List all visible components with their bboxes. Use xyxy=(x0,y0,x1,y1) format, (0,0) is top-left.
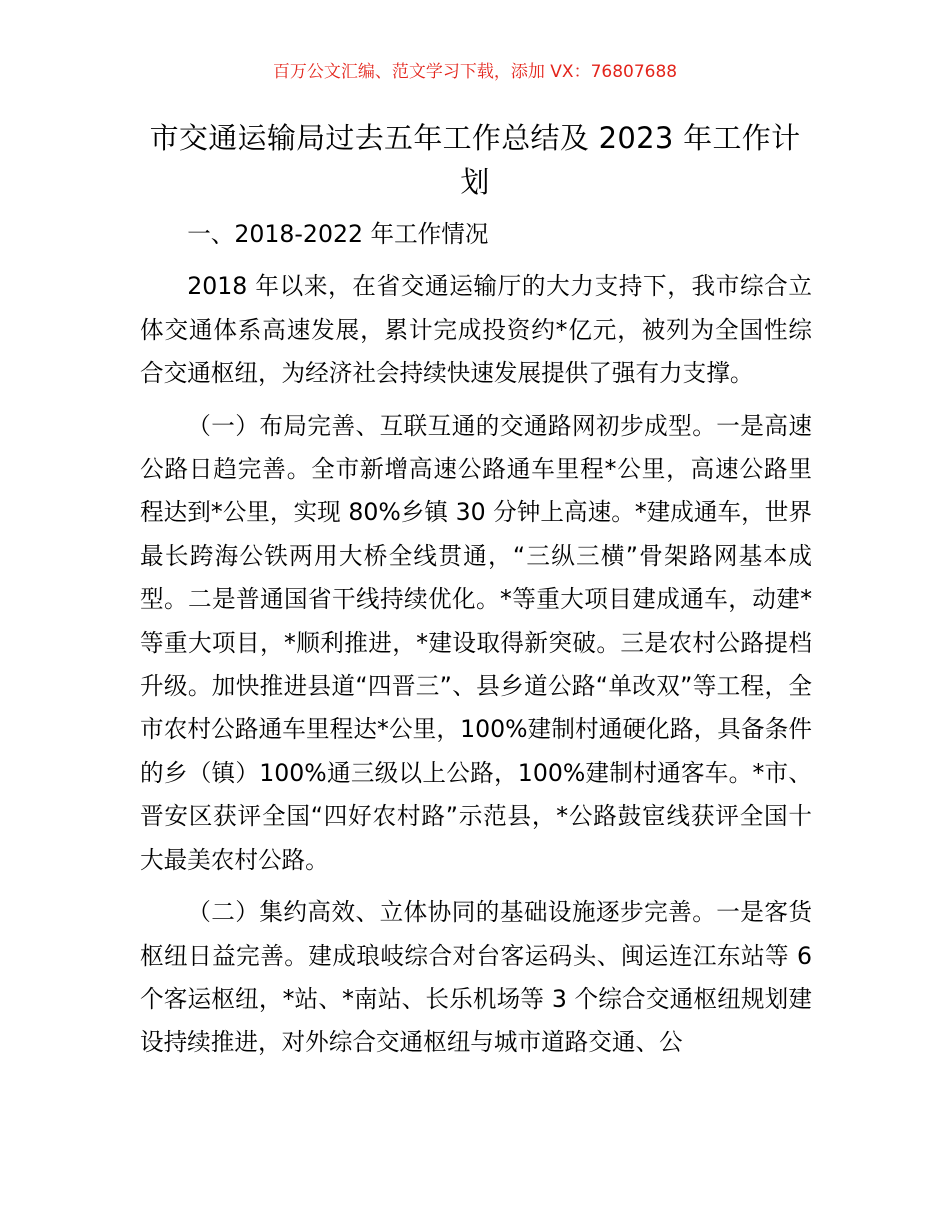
document-title: 市交通运输局过去五年工作总结及 2023 年工作计划 xyxy=(149,121,801,199)
watermark-header: 百万公文汇编、范文学习下载，添加 VX：76807688 xyxy=(272,62,678,82)
paragraph-road-network: （一）布局完善、互联互通的交通路网初步成型。一是高速公路日趋完善。全市新增高速公路通车里程*公里，高速公路里程达到*公里，实现 80%乡镇 30 分钟上高速。*建成通车，世界最长跨海公铁两用大桥全线贯通，“三纵三横”骨架路网基本成型。二是普通国省干线持续优化。*等重大项目建成通车，动建*等重大项目，*顺利推进，*建设取得新突破。三是农村公路提档升级。加快推进县道“四晋三”、县乡道公路“单改双”等工程，全市农村公路通车里程达*公里，100%建制村通硬化路，具备条件的乡（镇）100%通三级以上公路，100%建制村通客车。*市、晋安区获评全国“四好农村路”示范县，*公路鼓宦线获评全国十大最美农村公路。 xyxy=(140,411,812,874)
paragraph-infrastructure: （二）集约高效、立体协同的基础设施逐步完善。一是客货枢纽日益完善。建成琅岐综合对台客运码头、闽运连江东站等 6 个客运枢纽，*站、*南站、长乐机场等 3 个综合交通枢纽规划建设持续推进，对外综合交通枢纽与城市道路交通、公 xyxy=(140,898,812,1057)
paragraph-intro: 2018 年以来，在省交通运输厅的大力支持下，我市综合立体交通体系高速发展，累计完成投资约*亿元，被列为全国性综合交通枢纽，为经济社会持续快速发展提供了强有力支撑。 xyxy=(140,272,812,388)
document-body xyxy=(140,213,812,1065)
section-heading: 一、2018-2022 年工作情况 xyxy=(187,220,489,248)
